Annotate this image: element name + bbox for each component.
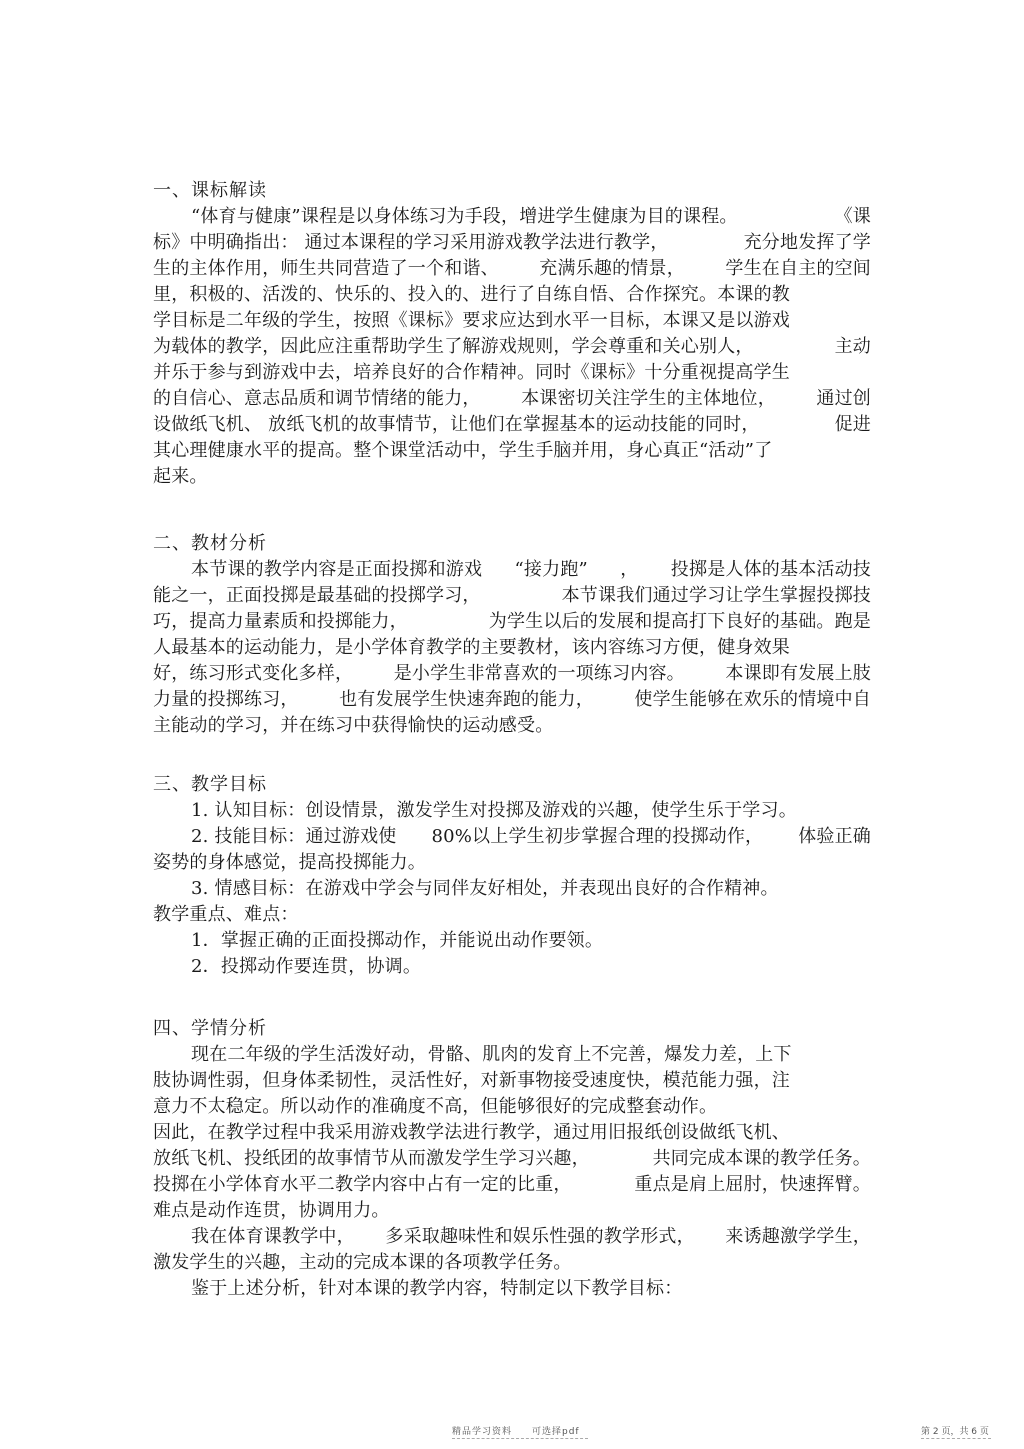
text-segment: 3. 情感目标：在游戏中学会与同伴友好相处，并表现出良好的合作精神。 bbox=[191, 878, 779, 899]
text-line bbox=[153, 902, 871, 928]
text-segment: 1. 认知目标：创设情景，激发学生对投掷及游戏的兴趣，使学生乐于学习。 bbox=[191, 800, 797, 821]
text-line bbox=[153, 412, 871, 438]
text-line bbox=[153, 386, 871, 412]
text-segment: 我在体育课教学中， bbox=[191, 1226, 355, 1247]
page-number: 第 2 页，共 6 页 bbox=[921, 1427, 989, 1437]
text-segment: 主动 bbox=[834, 336, 871, 357]
text-line bbox=[153, 1094, 871, 1120]
text-segment: 巧，提高力量素质和投掷能力， bbox=[153, 611, 408, 632]
text-segment: 为学生以后的发展和提高打下良好的基础。跑是 bbox=[488, 611, 871, 632]
text-segment: 教学重点、难点： bbox=[153, 904, 299, 925]
text-segment: 学目标是二年级的学生，按照《课标》要求应达到水平一目标，本课又是以游戏 bbox=[153, 310, 790, 331]
text-segment: 通过创 bbox=[816, 388, 871, 409]
text-segment: ， bbox=[620, 559, 639, 580]
text-segment: 充分地发挥了学 bbox=[743, 232, 871, 253]
text-line bbox=[153, 1068, 871, 1094]
text-segment: 《课 bbox=[834, 206, 871, 227]
text-segment: 肢协调性弱，但身体柔韧性，灵活性好，对新事物接受速度快，模范能力强，注 bbox=[153, 1070, 790, 1091]
text-segment: 人最基本的运动能力，是小学体育教学的主要教材，该内容练习方便，健身效果 bbox=[153, 637, 790, 658]
text-line bbox=[153, 282, 871, 308]
section-material-analysis bbox=[153, 531, 871, 739]
section-heading: 二、教材分析 bbox=[153, 533, 267, 554]
text-line bbox=[153, 1276, 871, 1302]
text-line bbox=[153, 1172, 871, 1198]
text-segment: 意力不太稳定。所以动作的准确度不高，但能够很好的完成整套动作。 bbox=[153, 1096, 718, 1117]
footer-left-text: 精品学习资料 可选择pdf bbox=[452, 1427, 580, 1437]
text-segment: 其心理健康水平的提高。整个课堂活动中，学生手脑并用，身心真正“活动”了 bbox=[153, 440, 773, 461]
text-segment: 放纸飞机、投纸团的故事情节从而激发学生学习兴趣， bbox=[153, 1148, 590, 1169]
text-segment: 因此，在教学过程中我采用游戏教学法进行教学，通过用旧报纸创设做纸飞机、 bbox=[153, 1122, 790, 1143]
text-line bbox=[153, 308, 871, 334]
text-segment: 主能动的学习，并在练习中获得愉快的运动感受。 bbox=[153, 715, 554, 736]
text-line bbox=[153, 609, 871, 635]
text-line bbox=[153, 1146, 871, 1172]
text-line bbox=[153, 557, 871, 583]
text-segment: 本课即有发展上肢 bbox=[725, 663, 871, 684]
section-heading: 四、学情分析 bbox=[153, 1018, 267, 1039]
text-segment: 本节课的教学内容是正面投掷和游戏 bbox=[191, 559, 483, 580]
text-segment: 为载体的教学，因此应注重帮助学生了解游戏规则，学会尊重和关心别人， bbox=[153, 336, 754, 357]
text-line bbox=[153, 824, 871, 850]
footer-left-rule bbox=[452, 1438, 588, 1439]
text-line bbox=[153, 204, 871, 230]
text-line bbox=[153, 661, 871, 687]
text-segment: 生的主体作用，师生共同营造了一个和谐、 bbox=[153, 258, 499, 279]
text-segment: 2. 技能目标：通过游戏使 bbox=[191, 826, 397, 847]
text-line bbox=[153, 850, 871, 876]
text-line bbox=[153, 798, 871, 824]
text-segment: 80%以上学生初步掌握合理的投掷动作， bbox=[431, 826, 764, 847]
text-segment: 使学生能够在欢乐的情境中自 bbox=[634, 689, 871, 710]
text-line bbox=[153, 438, 871, 464]
text-segment: 共同完成本课的教学任务。 bbox=[652, 1148, 871, 1169]
text-line bbox=[153, 583, 871, 609]
text-segment: 充满乐趣的情景， bbox=[539, 258, 685, 279]
text-segment: 的自信心、意志品质和调节情绪的能力， bbox=[153, 388, 481, 409]
text-line bbox=[153, 334, 871, 360]
text-segment: 鉴于上述分析，针对本课的教学内容，特制定以下教学目标： bbox=[191, 1278, 683, 1299]
text-segment: 投掷在小学体育水平二教学内容中占有一定的比重， bbox=[153, 1174, 572, 1195]
footer-right-rule bbox=[921, 1438, 991, 1439]
text-segment: 起来。 bbox=[153, 466, 208, 487]
text-segment: 投掷是人体的基本活动技 bbox=[670, 559, 871, 580]
text-line bbox=[153, 876, 871, 902]
text-segment: 来诱趣激学学生， bbox=[725, 1226, 871, 1247]
text-line bbox=[153, 1198, 871, 1224]
text-segment: 标》中明确指出： 通过本课程的学习采用游戏教学法进行教学， bbox=[153, 232, 669, 253]
text-segment: 1．掌握正确的正面投掷动作，并能说出动作要领。 bbox=[191, 930, 604, 951]
text-segment: 本课密切关注学生的主体地位， bbox=[521, 388, 776, 409]
text-segment: 里，积极的、活泼的、快乐的、投入的、进行了自练自悟、合作探究。本课的教 bbox=[153, 284, 790, 305]
text-segment: 设做纸飞机、 放纸飞机的故事情节，让他们在掌握基本的运动技能的同时， bbox=[153, 414, 760, 435]
text-segment: 并乐于参与到游戏中去，培养良好的合作精神。同时《课标》十分重视提高学生 bbox=[153, 362, 790, 383]
text-segment: “体育与健康”课程是以身体练习为手段，增进学生健康为目的课程。 bbox=[191, 206, 738, 227]
section-curriculum-reading bbox=[153, 178, 871, 490]
section-teaching-goals bbox=[153, 772, 871, 980]
text-segment: 激发学生的兴趣，主动的完成本课的各项教学任务。 bbox=[153, 1252, 572, 1273]
text-segment: 难点是动作连贯，协调用力。 bbox=[153, 1200, 390, 1221]
text-line bbox=[153, 713, 871, 739]
text-line bbox=[153, 1120, 871, 1146]
text-line bbox=[153, 954, 871, 980]
text-segment: 力量的投掷练习， bbox=[153, 689, 299, 710]
text-segment: 能之一，正面投掷是最基础的投掷学习， bbox=[153, 585, 481, 606]
text-segment: 体验正确 bbox=[798, 826, 871, 847]
text-line bbox=[153, 230, 871, 256]
text-line bbox=[153, 928, 871, 954]
text-segment: 是小学生非常喜欢的一项练习内容。 bbox=[393, 663, 685, 684]
text-line bbox=[153, 1042, 871, 1068]
text-segment: 重点是肩上屈肘，快速挥臂。 bbox=[634, 1174, 871, 1195]
text-line bbox=[153, 687, 871, 713]
text-segment: 现在二年级的学生活泼好动，骨骼、肌肉的发育上不完善，爆发力差，上下 bbox=[191, 1044, 792, 1065]
text-segment: 促进 bbox=[834, 414, 871, 435]
text-segment: 也有发展学生快速奔跑的能力， bbox=[339, 689, 594, 710]
section-heading: 三、教学目标 bbox=[153, 774, 267, 795]
text-line bbox=[153, 1224, 871, 1250]
text-segment: 好，练习形式变化多样， bbox=[153, 663, 354, 684]
text-line bbox=[153, 256, 871, 282]
text-segment: 姿势的身体感觉，提高投掷能力。 bbox=[153, 852, 426, 873]
text-segment: 本节课我们通过学习让学生掌握投掷技 bbox=[561, 585, 871, 606]
section-student-analysis bbox=[153, 1016, 871, 1302]
text-line bbox=[153, 1250, 871, 1276]
text-segment: 学生在自主的空间 bbox=[725, 258, 871, 279]
text-segment: 2．投掷动作要连贯，协调。 bbox=[191, 956, 422, 977]
text-line bbox=[153, 464, 871, 490]
section-heading: 一、课标解读 bbox=[153, 180, 267, 201]
text-line bbox=[153, 360, 871, 386]
text-segment: “接力跑” bbox=[514, 559, 588, 580]
text-line bbox=[153, 635, 871, 661]
text-segment: 多采取趣味性和娱乐性强的教学形式， bbox=[385, 1226, 695, 1247]
